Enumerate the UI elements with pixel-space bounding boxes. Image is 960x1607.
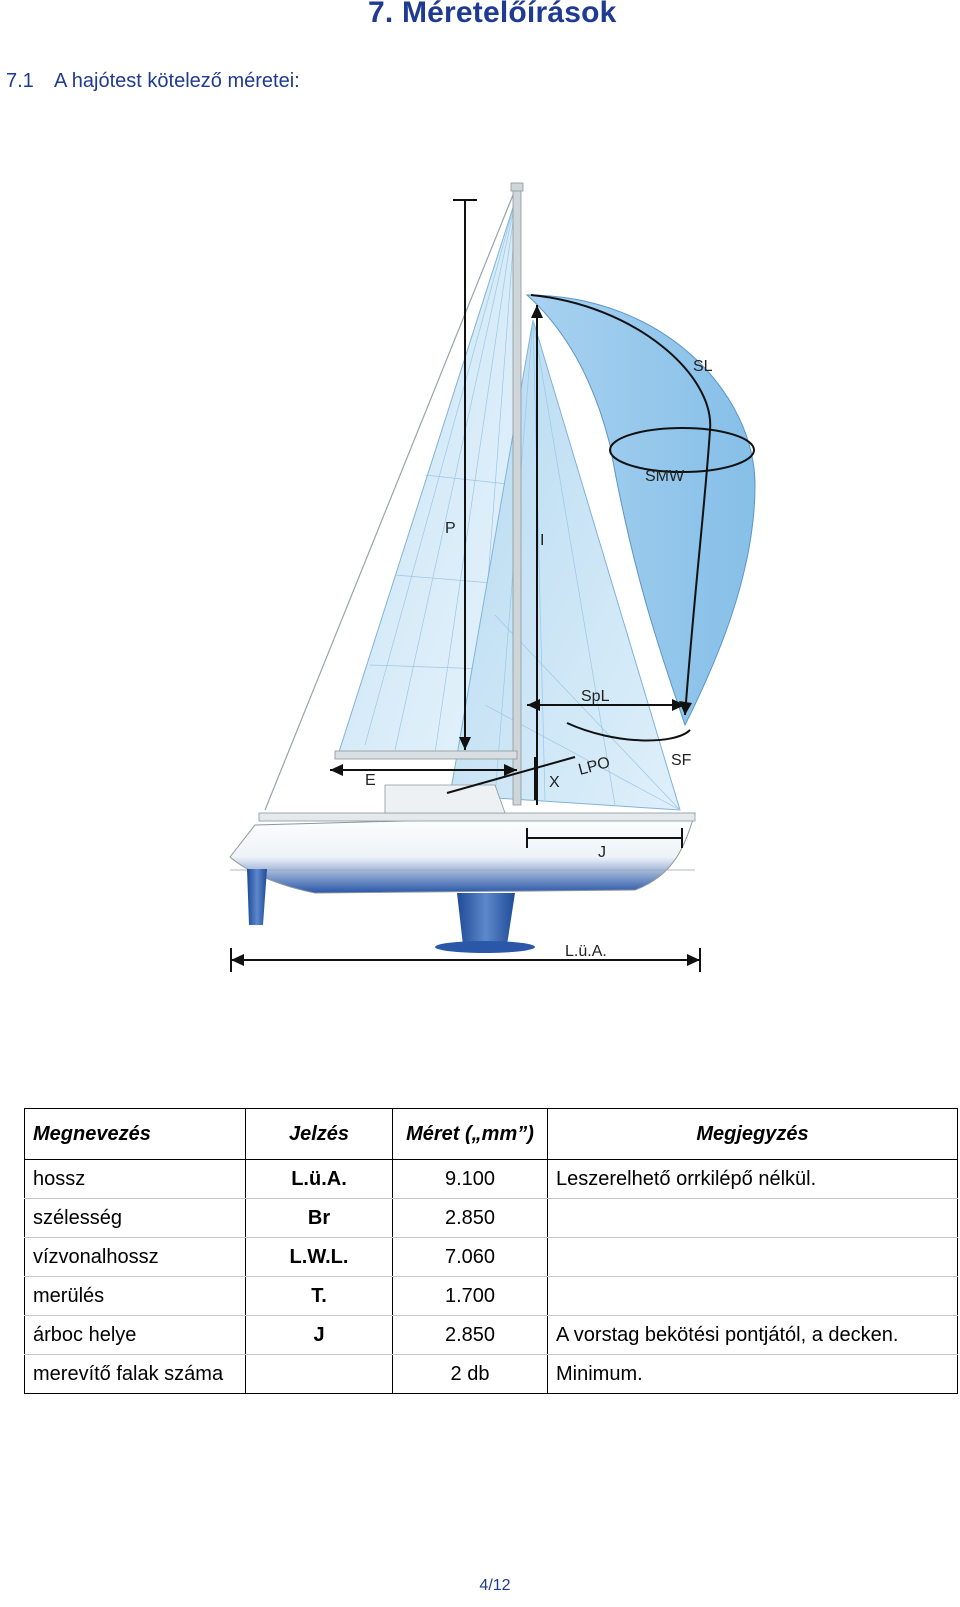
deck-rail	[259, 813, 695, 821]
cell-symbol: L.ü.A.	[246, 1160, 393, 1199]
cabin	[385, 785, 505, 813]
cell-name: merülés	[25, 1277, 246, 1316]
label-X: X	[549, 774, 560, 791]
cell-name: vízvonalhossz	[25, 1238, 246, 1277]
cell-note	[548, 1199, 958, 1238]
cell-note: Minimum.	[548, 1355, 958, 1394]
label-LPO: LPO	[576, 754, 612, 779]
cell-note: A vorstag bekötési pontjától, a decken.	[548, 1316, 958, 1355]
hull	[230, 813, 695, 893]
label-SL: SL	[693, 358, 713, 375]
rudder	[247, 869, 267, 925]
label-J: J	[598, 844, 606, 861]
label-LOA: L.ü.A.	[565, 943, 607, 960]
label-SMW: SMW	[645, 468, 685, 485]
boom	[335, 751, 517, 759]
cell-symbol: Br	[246, 1199, 393, 1238]
section-title: A hajótest kötelező méretei:	[54, 70, 300, 92]
label-I: I	[540, 532, 545, 549]
cell-symbol	[246, 1355, 393, 1394]
table-row	[25, 1199, 958, 1238]
sailboat-dimension-diagram	[195, 145, 780, 1035]
label-SF: SF	[671, 752, 692, 769]
cell-note: Leszerelhető orrkilépő nélkül.	[548, 1160, 958, 1199]
table-row	[25, 1238, 958, 1277]
dimension-table	[24, 1108, 958, 1394]
column-header: Méret („mm”)	[393, 1109, 548, 1160]
column-header: Megnevezés	[25, 1109, 246, 1160]
table-row	[25, 1355, 958, 1394]
label-E: E	[365, 772, 376, 789]
cell-size: 2.850	[393, 1199, 548, 1238]
cell-name: merevítő falak száma	[25, 1355, 246, 1394]
section-number: 7.1	[6, 70, 34, 92]
cell-size: 2.850	[393, 1316, 548, 1355]
table-row	[25, 1160, 958, 1199]
cell-symbol: T.	[246, 1277, 393, 1316]
page-title: 7. Méretelőírások	[368, 0, 617, 29]
page-number: 4/12	[479, 1577, 511, 1594]
cell-size: 2 db	[393, 1355, 548, 1394]
column-header: Jelzés	[246, 1109, 393, 1160]
table-row	[25, 1277, 958, 1316]
cell-name: hossz	[25, 1160, 246, 1199]
cell-note	[548, 1277, 958, 1316]
mast	[513, 185, 521, 805]
label-P: P	[445, 520, 456, 537]
cell-symbol: J	[246, 1316, 393, 1355]
cell-symbol: L.W.L.	[246, 1238, 393, 1277]
keel	[457, 893, 515, 945]
column-header: Megjegyzés	[548, 1109, 958, 1160]
label-SpL: SpL	[581, 688, 610, 705]
section-heading	[6, 70, 300, 93]
cell-name: szélesség	[25, 1199, 246, 1238]
table-row	[25, 1316, 958, 1355]
cell-note	[548, 1238, 958, 1277]
cell-size: 7.060	[393, 1238, 548, 1277]
cell-size: 9.100	[393, 1160, 548, 1199]
table-header-row	[25, 1109, 958, 1160]
cell-size: 1.700	[393, 1277, 548, 1316]
cell-name: árboc helye	[25, 1316, 246, 1355]
